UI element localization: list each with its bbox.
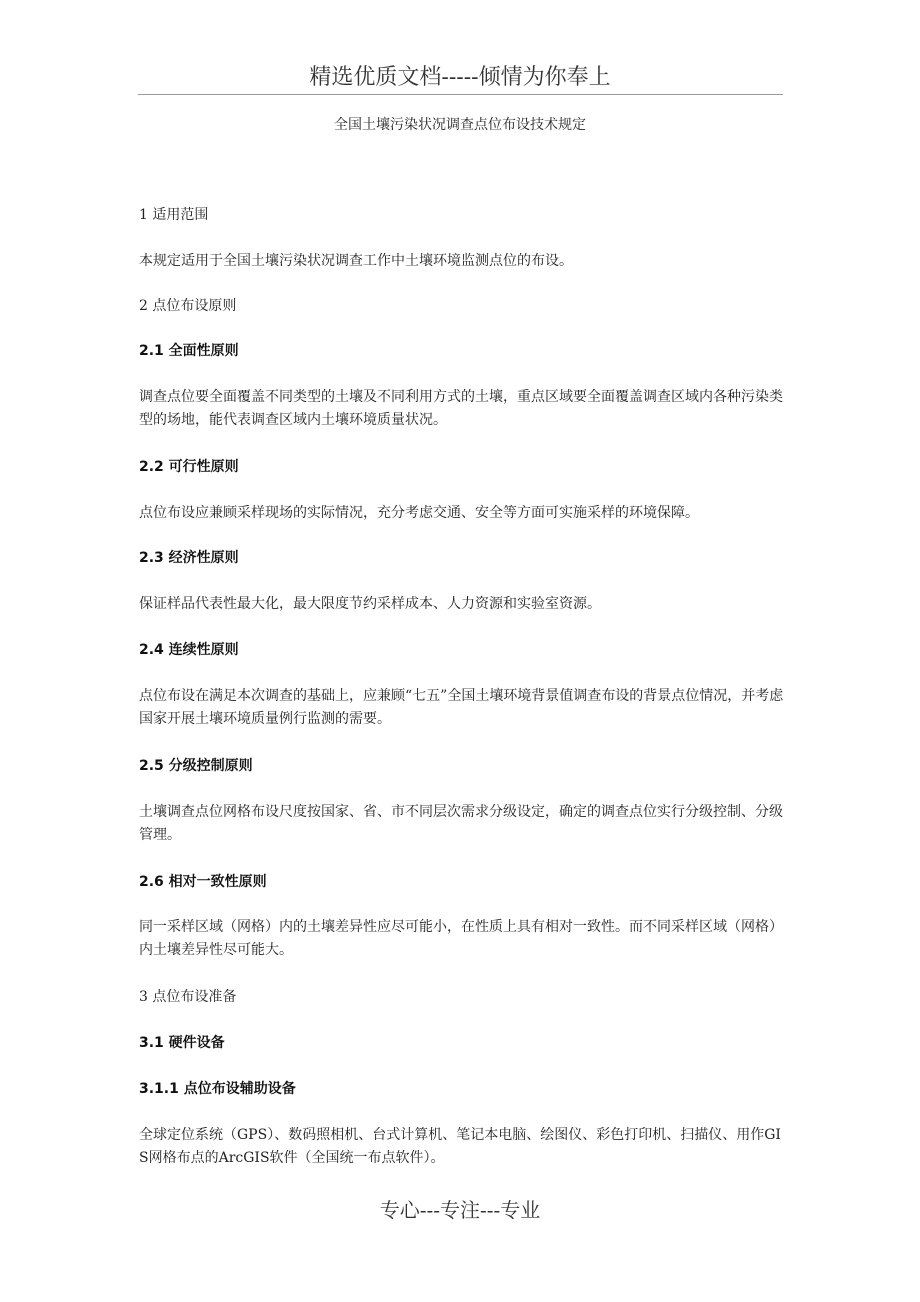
subsection-2-1-heading: 2.1 全面性原则 bbox=[139, 343, 239, 359]
section-2-heading: 2 点位布设原则 bbox=[139, 298, 237, 314]
subsection-2-5-heading: 2.5 分级控制原则 bbox=[139, 758, 253, 774]
subsection-2-4-body: 点位布设在满足本次调查的基础上，应兼顾“七五”全国土壤环境背景值调查布设的背景点位情况，并考虑国家开展土壤环境质量例行监测的需要。 bbox=[139, 688, 784, 727]
subsection-3-1-1-body: 全球定位系统（GPS）、数码照相机、台式计算机、笔记本电脑、绘图仪、彩色打印机、扫描仪、用作GIS网格布点的ArcGIS软件（全国统一布点软件）。 bbox=[139, 1127, 781, 1166]
section-1-body: 本规定适用于全国土壤污染状况调查工作中土壤环境监测点位的布设。 bbox=[139, 253, 573, 269]
page-header-title: 精选优质文档-----倾情为你奉上 bbox=[309, 65, 611, 90]
subsection-3-1-1-heading: 3.1.1 点位布设辅助设备 bbox=[139, 1081, 296, 1097]
subsection-2-2-heading: 2.2 可行性原则 bbox=[139, 459, 239, 475]
subsection-2-6-heading: 2.6 相对一致性原则 bbox=[139, 874, 267, 890]
subsection-2-5-body: 土壤调查点位网格布设尺度按国家、省、市不同层次需求分级设定，确定的调查点位实行分级控制、分级管理。 bbox=[139, 804, 783, 843]
page-footer-text: 专心---专注---专业 bbox=[379, 1198, 541, 1222]
subsection-2-4-heading: 2.4 连续性原则 bbox=[139, 642, 239, 658]
subsection-2-6-body: 同一采样区域（网格）内的土壤差异性应尽可能小，在性质上具有相对一致性。而不同采样区域（网格）内土壤差异性尽可能大。 bbox=[139, 919, 783, 958]
document-title: 全国土壤污染状况调查点位布设技术规定 bbox=[334, 117, 586, 133]
subsection-2-1-body: 调查点位要全面覆盖不同类型的土壤及不同利用方式的土壤，重点区域要全面覆盖调查区域内各种污染类型的场地，能代表调查区域内土壤环境质量状况。 bbox=[139, 389, 783, 428]
subsection-2-2-body: 点位布设应兼顾采样现场的实际情况，充分考虑交通、安全等方面可实施采样的环境保障。 bbox=[139, 505, 699, 521]
section-1-heading: 1 适用范围 bbox=[139, 207, 209, 223]
subsection-2-3-heading: 2.3 经济性原则 bbox=[139, 550, 239, 566]
section-3-heading: 3 点位布设准备 bbox=[139, 989, 237, 1005]
header-divider bbox=[138, 94, 783, 95]
subsection-3-1-heading: 3.1 硬件设备 bbox=[139, 1035, 225, 1051]
subsection-2-3-body: 保证样品代表性最大化，最大限度节约采样成本、人力资源和实验室资源。 bbox=[139, 596, 601, 612]
